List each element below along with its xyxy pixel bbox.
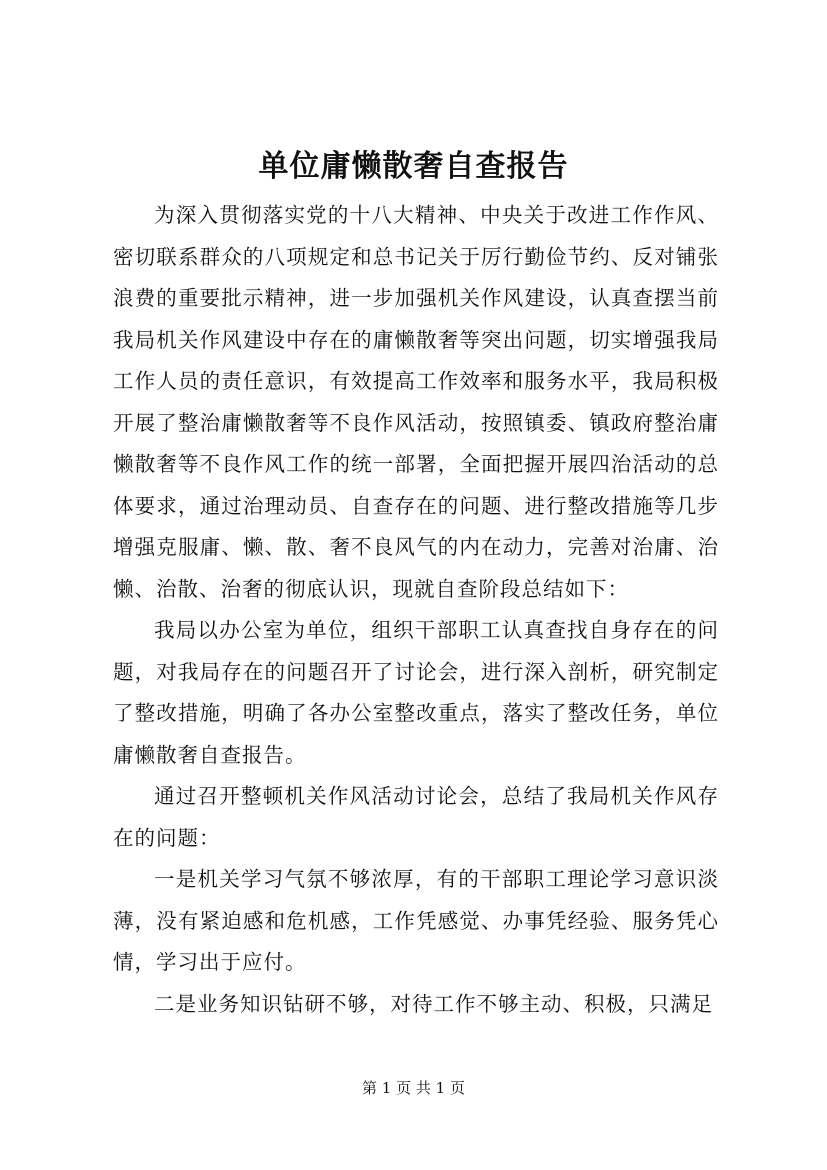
- paragraph-summary: 通过召开整顿机关作风活动讨论会，总结了我局机关作风存在的问题：: [113, 784, 719, 850]
- paragraph-issue-two: 二是业务知识钻研不够，对待工作不够主动、积极，只满足: [154, 991, 713, 1016]
- document-body: [113, 195, 719, 1025]
- document-title: 单位庸懒散奢自查报告: [258, 149, 569, 184]
- paragraph-intro: 为深入贯彻落实党的十八大精神、中央关于改进工作作风、密切联系群众的八项规定和总书记关于厉行勤俭节约、反对铺张浪费的重要批示精神，进一步加强机关作风建设，认真查摆当前我局机关作风建设中存在的庸懒散奢等突出问题，切实增强我局工作人员的责任意识，有效提高工作效率和服务水平，我局积极开展了整治庸懒散奢等不良作风活动，按照镇委、镇政府整治庸懒散奢等不良作风工作的统一部署，全面把握开展四治活动的总体要求，通过治理动员、自查存在的问题、进行整改措施等几步增强克服庸、懒、散、奢不良风气的内在动力，完善对治庸、治懒、治散、治奢的彻底认识，现就自查阶段总结如下：: [113, 203, 719, 601]
- paragraph-method: 我局以办公室为单位，组织干部职工认真查找自身存在的问题，对我局存在的问题召开了讨论会，进行深入剖析，研究制定了整改措施，明确了各办公室整改重点，落实了整改任务，单位庸懒散奢自查报告。: [113, 618, 719, 767]
- paragraph-issue-one: 一是机关学习气氛不够浓厚，有的干部职工理论学习意识淡薄，没有紧迫感和危机感，工作凭感觉、办事凭经验、服务凭心情，学习出于应付。: [113, 867, 719, 974]
- page-footer: 第 1 页 共 1 页: [362, 1079, 465, 1097]
